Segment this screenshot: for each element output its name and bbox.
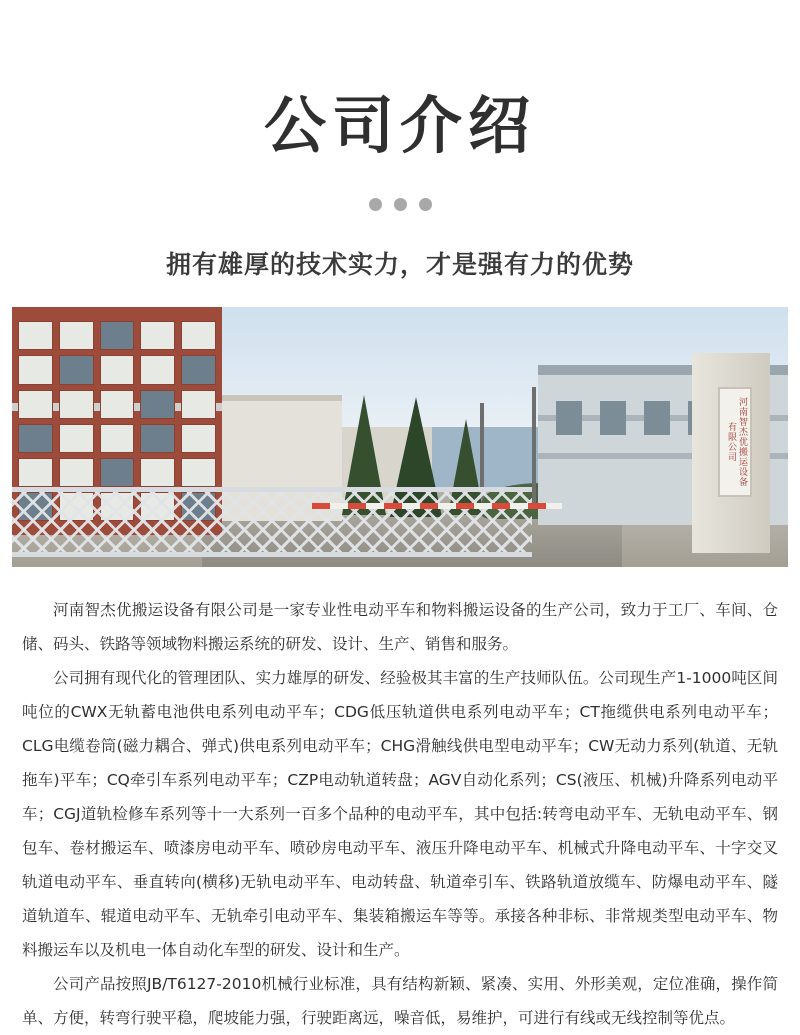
- photo-window: [140, 321, 175, 350]
- photo-gate-rail: [12, 552, 532, 557]
- photo-window: [140, 355, 175, 384]
- photo-window: [18, 458, 53, 487]
- dot-icon: [419, 198, 432, 211]
- page-subtitle: 拥有雄厚的技术实力，才是强有力的优势: [165, 250, 634, 280]
- photo-light-pole: [480, 403, 484, 499]
- photo-window: [18, 355, 53, 384]
- photo-window: [140, 458, 175, 487]
- page-title: 公司介绍: [263, 89, 536, 162]
- dot-icon: [394, 198, 407, 211]
- paragraph-overview: 河南智杰优搬运设备有限公司是一家专业性电动平车和物料搬运设备的生产公司，致力于工厂、车间、仓储、码头、铁路等领域物料搬运系统的研发、设计、生产、销售和服务。: [22, 601, 778, 654]
- photo-window: [100, 321, 135, 350]
- decorative-dots: [0, 198, 800, 211]
- photo-window: [181, 321, 216, 350]
- dot-icon: [369, 198, 382, 211]
- photo-accordion-gate: [12, 487, 532, 557]
- photo-window: [100, 355, 135, 384]
- photo-window: [59, 355, 94, 384]
- photo-window: [59, 390, 94, 419]
- photo-light-pole: [532, 387, 536, 507]
- photo-window: [59, 424, 94, 453]
- photo-shed-window: [644, 401, 670, 435]
- photo-window: [59, 321, 94, 350]
- factory-gate-photo: [12, 307, 788, 567]
- photo-window: [181, 458, 216, 487]
- paragraph-products: 公司拥有现代化的管理团队、实力雄厚的研发、经验极其丰富的生产技师队伍。公司现生产1-1000吨区间吨位的CWX无轨蓄电池供电系列电动平车；CDG低压轨道供电系列电动平车；CT拖缆供电系列电动平车；CLG电缆卷筒(磁力耦合、弹式)供电系列电动平车；CHG滑触线供电型电动平车；CW无动力系列(轨道、无轨拖车)平车；CQ牵引车系列电动平车；CZP电动轨道转盘；AGV自动化系列；CS(液压、机械)升降系列电动平车；CGJ道轨检修车系列等十一大系列一百多个品种的电动平车，其中包括:转弯电动平车、无轨电动平车、钢包车、卷材搬运车、喷漆房电动平车、喷砂房电动平车、液压升降电动平车、机械式升降电动平车、十字交叉轨道电动平车、垂直转向(横移)无轨电动平车、电动转盘、轨道牵引车、铁路轨道放缆车、防爆电动平车、隧道轨道车、辊道电动平车、无轨牵引电动平车、集装箱搬运车等等。承接各种非标、非常规类型电动平车、物料搬运车以及机电一体自动化车型的研发、设计和生产。: [22, 669, 778, 960]
- page-header: [0, 0, 800, 281]
- photo-window: [181, 424, 216, 453]
- photo-window: [18, 390, 53, 419]
- photo-window: [100, 424, 135, 453]
- photo-window: [18, 321, 53, 350]
- company-signboard: 河南智杰优搬运设备有限公司: [718, 387, 752, 497]
- photo-window: [18, 424, 53, 453]
- photo-window: [181, 355, 216, 384]
- photo-window: [100, 458, 135, 487]
- paragraph-standards: 公司产品按照JB/T6127-2010机械行业标准，具有结构新颖、紧凑、实用、外形美观，定位准确，操作简单、方便，转弯行驶平稳，爬坡能力强，行驶距离远，噪音低，易维护，可进行有线或无线控制等优点。: [22, 975, 778, 1028]
- photo-barrier-bar: [312, 503, 562, 509]
- photo-window: [100, 390, 135, 419]
- photo-shed-window: [600, 401, 626, 435]
- photo-window: [59, 458, 94, 487]
- photo-window: [181, 390, 216, 419]
- photo-window: [140, 424, 175, 453]
- photo-shed-window: [556, 401, 582, 435]
- photo-gate-rail: [12, 487, 532, 492]
- photo-window: [140, 390, 175, 419]
- company-description: [22, 593, 778, 1035]
